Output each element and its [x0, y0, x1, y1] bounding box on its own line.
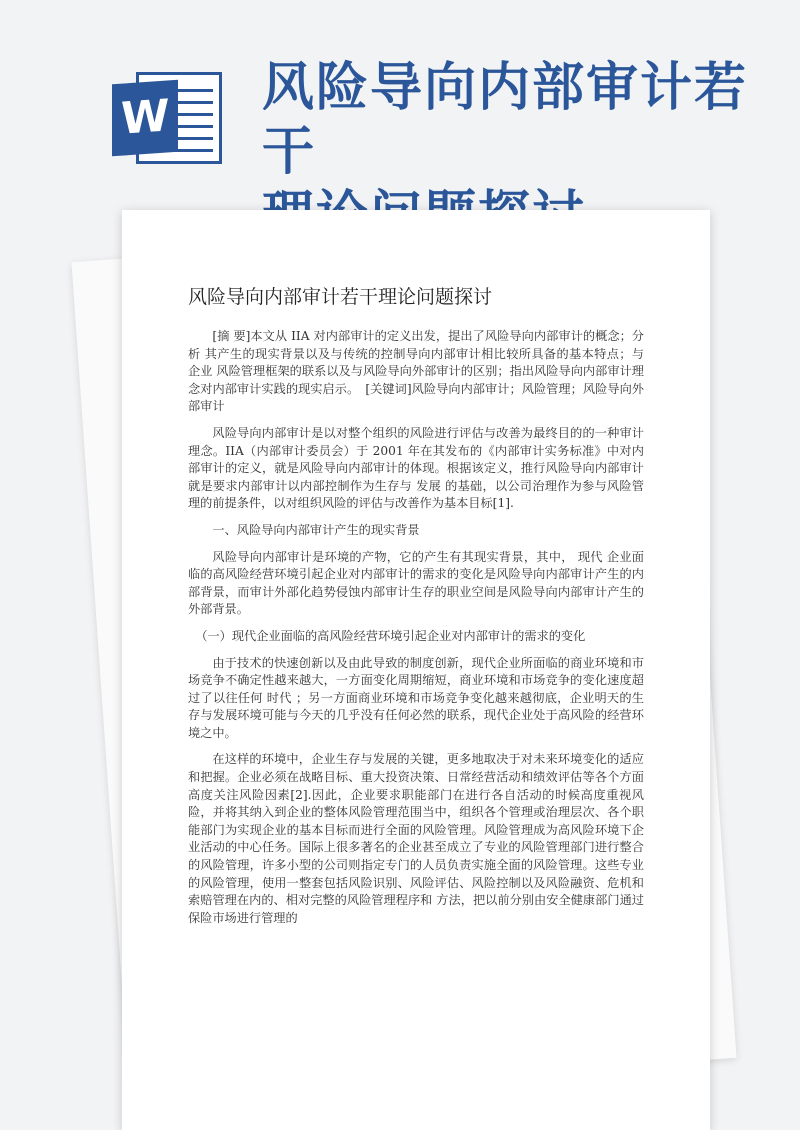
word-letter-badge: W: [112, 80, 178, 157]
word-document-icon: [112, 72, 224, 164]
body-paragraph: 风险导向内部审计是以对整个组织的风险进行评估与改善为最终目的的一种审计理念。IIA（内部审计委员会）于 2001 年在其发布的《内部审计实务标准》中对内部审计的定义，就是风险导向内部审计的体现。根据该定义，推行风险导向内部审计就是要求内部审计以内部控制作为生存与 发展 的基础，以公司治理作为参与风险管理的前提条件，以对组织风险的评估与改善作为基本目标[1].: [188, 425, 644, 511]
abstract-paragraph: [摘 要]本文从 IIA 对内部审计的定义出发，提出了风险导向内部审计的概念；分析 其产生的现实背景以及与传统的控制导向内部审计相比较所具备的基本特点；与 企业 风险管理框架的联系以及与风险导向外部审计的区别；指出风险导向内部审计理念对内部审计实践的现实启示。 [关键词]风险导向内部审计；风险管理；风险导向外部审计: [188, 329, 644, 414]
body-paragraph: 在这样的环境中，企业生存与发展的关键，更多地取决于对未来环境变化的适应和把握。企业必须在战略目标、重大投资决策、日常经营活动和绩效评估等各个方面高度关注风险因素[2].因此，企业要求职能部门在进行各自活动的时候高度重视风险，并将其纳入到企业的整体风险管理范围当中，组织各个管理或治理层次、各个职能部门为实现企业的基本目标而进行全面的风险管理。风险管理成为高风险环境下企业活动的中心任务。国际上很多著名的企业甚至成立了专业的风险管理部门进行整合的风险管理，许多小型的公司则指定专门的人员负责实施全面的风险管理。这些专业的风险管理，使用一整套包括风险识别、风险评估、风险控制以及风险融资、危机和索赔管理在内的、相对完整的风险管理程序和 方法，把以前分别由安全健康部门通过保险市场进行管理的: [188, 752, 644, 925]
body-paragraph: 由于技术的快速创新以及由此导致的制度创新，现代企业所面临的商业环境和市场竞争不确定性越来越大，一方面变化周期缩短，商业环境和市场竞争的变化速度超过了以往任何 时代 ；另一方面商业环境和市场竞争变化越来越彻底，企业明天的生存与发展环境可能与今天的几乎没有任何必然的联系，现代企业处于高风险的经营环境之中。: [188, 655, 644, 740]
subsection-heading: （一）现代企业面临的高风险经营环境引起企业对内部审计的需求的变化: [195, 628, 586, 643]
header-banner: [0, 0, 800, 205]
document-body: [188, 328, 644, 936]
document-title: 风险导向内部审计若干理论问题探讨: [188, 286, 493, 308]
body-paragraph: 风险导向内部审计是环境的产物，它的产生有其现实背景，其中， 现代 企业面临的高风险经营环境引起企业对内部审计的需求的变化是风险导向内部审计产生的内部背景，而审计外部化趋势侵蚀内部审计生存的职业空间是风险导向内部审计产生的外部背景。: [188, 549, 644, 617]
document-page: [122, 210, 710, 1130]
section-heading: 一、风险导向内部审计产生的现实背景: [212, 522, 420, 537]
banner-title-line-1: 风险导向内部审计若干: [262, 57, 749, 182]
